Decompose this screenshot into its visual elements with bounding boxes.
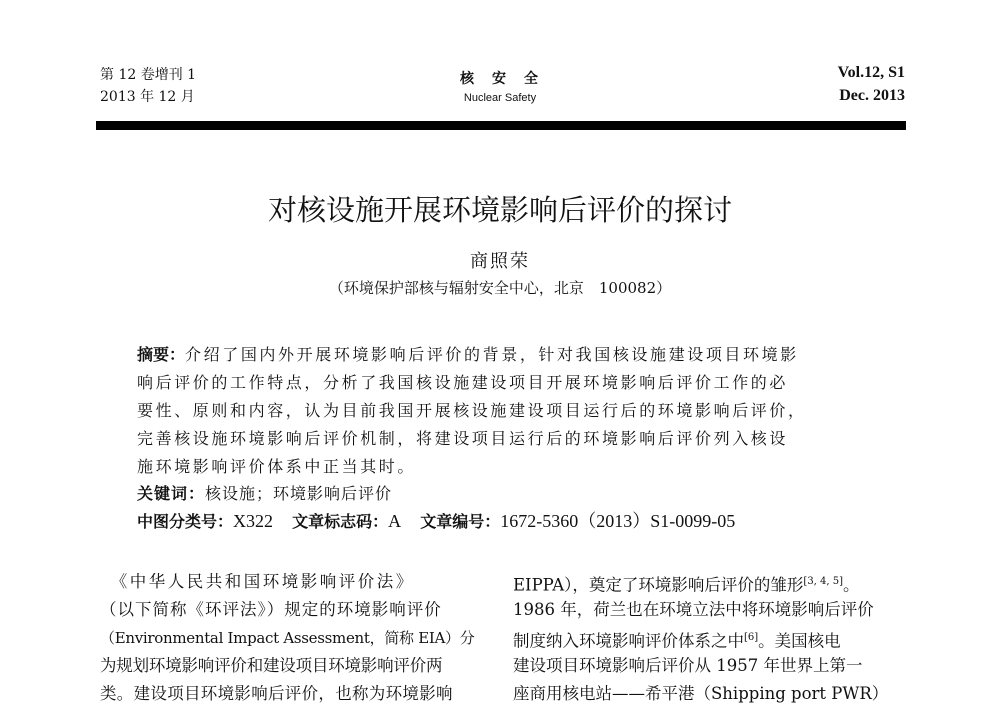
- body-left-column: [100, 572, 492, 712]
- volume-en: Vol.12, S1: [837, 64, 905, 81]
- abstract-line: 要性、原则和内容，认为目前我国开展核设施建设项目运行后的环境影响后评价，: [137, 401, 807, 420]
- journal-name-cn: 核 安 全: [460, 71, 540, 87]
- journal-name-en: Nuclear Safety: [463, 92, 537, 104]
- body-line: EIPPA），奠定了环境影响后评价的雏形[3, 4, 5]。: [513, 575, 860, 595]
- issue-date-en: Dec. 2013: [839, 87, 905, 104]
- citation: [3, 4, 5]: [803, 576, 844, 587]
- body-line: 建设项目环境影响后评价从 1957 年世界上第一: [513, 656, 863, 675]
- header-rule: [96, 121, 906, 130]
- body-line: （以下简称《环评法》）规定的环境影响评价: [100, 600, 442, 619]
- citation: [6]: [744, 632, 759, 643]
- abstract-line: 响后评价的工作特点，分析了我国核设施建设项目开展环境影响后评价工作的必: [137, 373, 789, 392]
- body-line: 座商用核电站——希平港（Shipping port PWR）: [513, 684, 889, 703]
- body-line: 类。建设项目环境影响后评价，也称为环境影响: [100, 684, 453, 703]
- keywords: 关键词：核设施；环境影响后评价: [137, 484, 393, 503]
- issue-date-cn: 2013 年 12 月: [100, 89, 195, 105]
- body-line: 1986 年，荷兰也在环境立法中将环境影响后评价: [513, 600, 874, 619]
- body-line: 为规划环境影响评价和建设项目环境影响评价两: [100, 656, 443, 675]
- abstract-line: 施环境影响评价体系中正当其时。: [137, 457, 417, 476]
- body-line: 制度纳入环境影响评价体系之中[6]。美国核电: [513, 631, 841, 651]
- classification: 中图分类号：X322 文章标志码：A 文章编号：1672-5360（2013）S1-0099-05: [137, 511, 736, 531]
- body-line: 《中华人民共和国环境影响评价法》: [100, 572, 415, 591]
- paper-title: 对核设施开展环境影响后评价的探讨: [267, 193, 732, 227]
- abstract-label: 摘要：: [137, 345, 186, 364]
- abstract-line: 摘要：介绍了国内外开展环境影响后评价的背景，针对我国核设施建设项目环境影: [137, 345, 799, 364]
- volume-issue: 第 12 卷增刊 1: [100, 67, 197, 83]
- author: 商照荣: [470, 251, 530, 272]
- body-line: （Environmental Impact Assessment，简称 EIA）分: [100, 629, 475, 647]
- affiliation: （环境保护部核与辐射安全中心，北京 100082）: [328, 279, 672, 297]
- body-right-column: [513, 572, 905, 712]
- abstract-line: 完善核设施环境影响后评价机制，将建设项目运行后的环境影响后评价列入核设: [137, 429, 789, 448]
